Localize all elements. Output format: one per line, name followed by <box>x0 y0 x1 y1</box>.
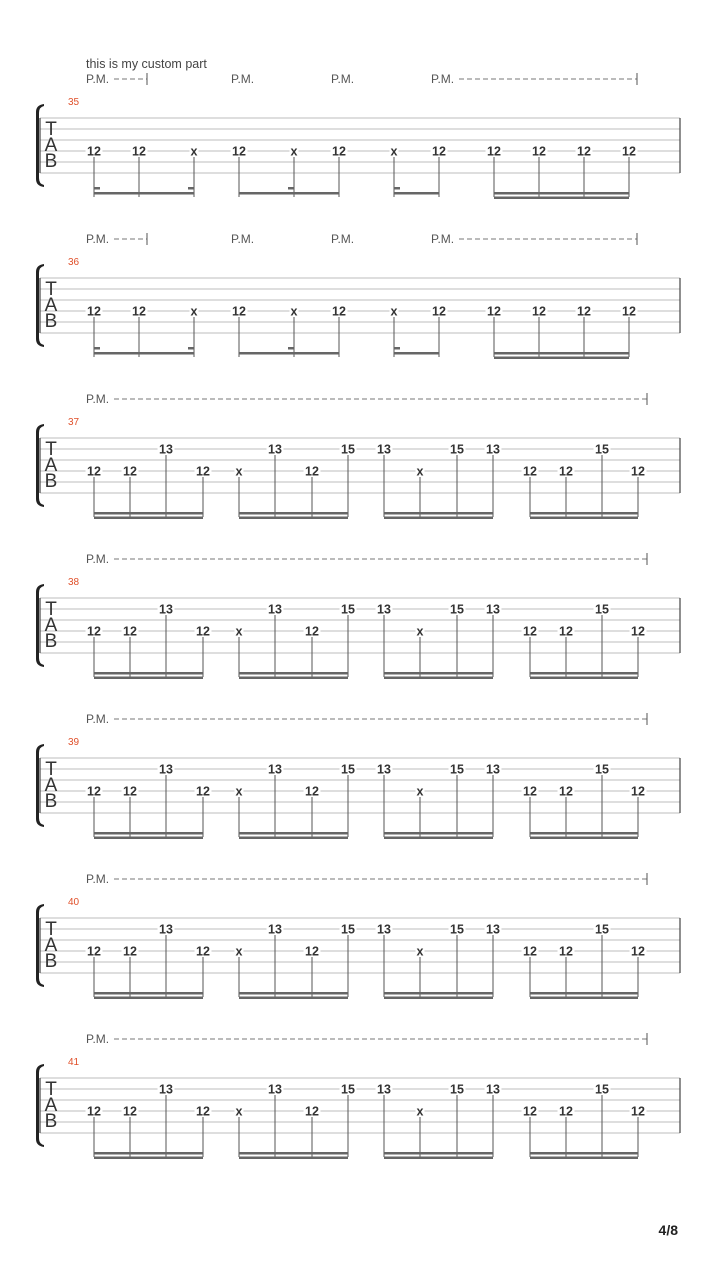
fret-number: 13 <box>377 1082 391 1097</box>
beam-secondary <box>94 517 203 520</box>
fret-number: 15 <box>595 442 609 457</box>
beam <box>239 832 348 835</box>
tab-letter: B <box>44 1111 58 1132</box>
fret-number: x <box>190 304 198 319</box>
beam-secondary <box>239 1157 348 1160</box>
fret-number: 15 <box>341 1082 355 1097</box>
fret-number: 15 <box>595 602 609 617</box>
fret-number: 12 <box>132 304 146 319</box>
fret-number: 13 <box>486 442 500 457</box>
fret-number: x <box>235 464 243 479</box>
beam <box>384 832 493 835</box>
measure-number: 35 <box>68 97 80 108</box>
palm-mute-label: P.M. <box>86 552 110 566</box>
beam-secondary <box>94 677 203 680</box>
tab-letter: T <box>45 759 57 780</box>
beam <box>94 352 194 355</box>
tab-letter: B <box>44 951 58 972</box>
beam <box>94 1152 203 1155</box>
beam <box>94 672 203 675</box>
fret-number: x <box>416 944 424 959</box>
palm-mute-label: P.M. <box>331 232 355 246</box>
fret-number: 12 <box>532 304 546 319</box>
tab-letter: T <box>45 119 57 140</box>
fret-number: x <box>235 624 243 639</box>
fret-number: 15 <box>595 922 609 937</box>
tab-systems <box>36 72 680 1159</box>
fret-number: 15 <box>341 922 355 937</box>
beam-partial <box>188 187 194 190</box>
fret-number: 12 <box>305 1104 319 1119</box>
beam <box>94 512 203 515</box>
beam-secondary <box>530 997 638 1000</box>
beam-secondary <box>384 517 493 520</box>
beam-partial <box>288 187 294 190</box>
fret-number: 12 <box>87 624 101 639</box>
fret-number: 12 <box>432 304 446 319</box>
fret-number: 13 <box>268 922 282 937</box>
fret-number: 12 <box>523 1104 537 1119</box>
fret-number: 15 <box>341 442 355 457</box>
beam <box>239 352 339 355</box>
fret-number: 12 <box>559 944 573 959</box>
fret-number: 12 <box>631 624 645 639</box>
palm-mute-label: P.M. <box>431 232 455 246</box>
tab-letter: B <box>44 311 58 332</box>
fret-number: 12 <box>631 944 645 959</box>
fret-number: x <box>416 1104 424 1119</box>
fret-number: 13 <box>159 762 173 777</box>
measure-number: 39 <box>68 737 80 748</box>
tab-system <box>36 712 680 839</box>
beam-secondary <box>530 677 638 680</box>
fret-number: 12 <box>532 144 546 159</box>
beam-secondary <box>94 997 203 1000</box>
tab-letter: B <box>44 151 58 172</box>
tab-system <box>36 552 680 679</box>
custom-text: this is my custom part <box>86 57 207 71</box>
beam <box>239 512 348 515</box>
measure-number: 37 <box>68 417 80 428</box>
fret-number: 13 <box>268 762 282 777</box>
fret-number: 15 <box>595 1082 609 1097</box>
beam <box>94 992 203 995</box>
fret-number: 12 <box>559 464 573 479</box>
beam-secondary <box>239 677 348 680</box>
tab-letter: T <box>45 279 57 300</box>
measure-number: 36 <box>68 257 80 268</box>
fret-number: 12 <box>232 304 246 319</box>
fret-number: 12 <box>523 464 537 479</box>
tab-letter: B <box>44 631 58 652</box>
fret-number: 12 <box>305 624 319 639</box>
page-number: 4/8 <box>658 1222 678 1238</box>
beam-secondary <box>94 1157 203 1160</box>
fret-number: 12 <box>523 944 537 959</box>
beam <box>384 992 493 995</box>
fret-number: 12 <box>87 464 101 479</box>
fret-number: 12 <box>132 144 146 159</box>
fret-number: 12 <box>577 304 591 319</box>
fret-number: x <box>190 144 198 159</box>
tab-letter: T <box>45 439 57 460</box>
tab-system <box>36 872 680 999</box>
fret-number: 12 <box>559 784 573 799</box>
beam-secondary <box>384 837 493 840</box>
beam-secondary <box>239 997 348 1000</box>
fret-number: 12 <box>87 784 101 799</box>
beam <box>384 512 493 515</box>
beam <box>384 1152 493 1155</box>
fret-number: 12 <box>577 144 591 159</box>
tab-letter: A <box>44 1095 58 1116</box>
beam-secondary <box>384 677 493 680</box>
beam-partial <box>394 347 400 350</box>
tab-letter: A <box>44 615 58 636</box>
measure-number: 40 <box>68 897 80 908</box>
fret-number: 12 <box>123 784 137 799</box>
tab-system <box>36 232 680 359</box>
fret-number: 12 <box>631 784 645 799</box>
beam <box>94 832 203 835</box>
fret-number: 12 <box>87 944 101 959</box>
beam <box>239 672 348 675</box>
fret-number: 12 <box>622 304 636 319</box>
fret-number: x <box>390 304 398 319</box>
beam <box>530 1152 638 1155</box>
fret-number: 12 <box>123 944 137 959</box>
beam-secondary <box>530 517 638 520</box>
fret-number: x <box>416 464 424 479</box>
tab-letter: B <box>44 471 58 492</box>
beam <box>530 992 638 995</box>
fret-number: 12 <box>87 1104 101 1119</box>
beam <box>530 672 638 675</box>
tab-letter: T <box>45 919 57 940</box>
palm-mute-label: P.M. <box>231 232 255 246</box>
beam-secondary <box>494 357 629 360</box>
palm-mute-label: P.M. <box>431 72 455 86</box>
tab-letter: A <box>44 455 58 476</box>
fret-number: 12 <box>523 784 537 799</box>
beam <box>530 512 638 515</box>
beam <box>239 192 339 195</box>
palm-mute-label: P.M. <box>86 392 110 406</box>
fret-number: 15 <box>450 762 464 777</box>
fret-number: x <box>290 304 298 319</box>
tab-system <box>36 72 680 199</box>
tab-system <box>36 392 680 519</box>
fret-number: 15 <box>450 922 464 937</box>
beam-partial <box>94 347 100 350</box>
tab-letter: T <box>45 599 57 620</box>
fret-number: 13 <box>377 602 391 617</box>
beam <box>494 192 629 195</box>
fret-number: 12 <box>232 144 246 159</box>
palm-mute-label: P.M. <box>86 712 110 726</box>
palm-mute-label: P.M. <box>331 72 355 86</box>
fret-number: 13 <box>159 442 173 457</box>
tab-letter: A <box>44 295 58 316</box>
beam-secondary <box>239 517 348 520</box>
beam <box>94 192 194 195</box>
fret-number: 12 <box>87 304 101 319</box>
beam-secondary <box>530 1157 638 1160</box>
palm-mute-label: P.M. <box>86 72 110 86</box>
fret-number: 12 <box>123 624 137 639</box>
fret-number: 12 <box>487 144 501 159</box>
tab-letter: A <box>44 135 58 156</box>
fret-number: x <box>235 784 243 799</box>
beam-secondary <box>494 197 629 200</box>
fret-number: 12 <box>123 1104 137 1119</box>
tab-system <box>36 1032 680 1159</box>
beam <box>394 192 439 195</box>
fret-number: 15 <box>341 762 355 777</box>
fret-number: 13 <box>268 1082 282 1097</box>
beam <box>239 992 348 995</box>
palm-mute-label: P.M. <box>86 872 110 886</box>
beam-partial <box>188 347 194 350</box>
fret-number: 13 <box>159 1082 173 1097</box>
measure-number: 38 <box>68 577 80 588</box>
fret-number: 12 <box>631 1104 645 1119</box>
tab-letter: A <box>44 775 58 796</box>
beam <box>239 1152 348 1155</box>
fret-number: 13 <box>486 922 500 937</box>
beam-secondary <box>530 837 638 840</box>
beam-secondary <box>94 837 203 840</box>
fret-number: 13 <box>486 602 500 617</box>
fret-number: 12 <box>87 144 101 159</box>
fret-number: 12 <box>332 144 346 159</box>
fret-number: 12 <box>196 1104 210 1119</box>
fret-number: 12 <box>487 304 501 319</box>
fret-number: 12 <box>559 1104 573 1119</box>
fret-number: x <box>416 624 424 639</box>
fret-number: 12 <box>559 624 573 639</box>
beam-secondary <box>239 837 348 840</box>
fret-number: 12 <box>196 464 210 479</box>
fret-number: x <box>235 944 243 959</box>
fret-number: x <box>290 144 298 159</box>
fret-number: 12 <box>305 784 319 799</box>
fret-number: 12 <box>432 144 446 159</box>
beam-secondary <box>384 997 493 1000</box>
fret-number: 12 <box>332 304 346 319</box>
fret-number: x <box>416 784 424 799</box>
tab-letter: B <box>44 791 58 812</box>
beam-partial <box>394 187 400 190</box>
fret-number: 12 <box>305 944 319 959</box>
fret-number: 12 <box>523 624 537 639</box>
fret-number: 15 <box>341 602 355 617</box>
tab-letter: T <box>45 1079 57 1100</box>
fret-number: 12 <box>196 624 210 639</box>
fret-number: 13 <box>159 602 173 617</box>
measure-number: 41 <box>68 1057 80 1068</box>
tab-letter: A <box>44 935 58 956</box>
beam <box>530 832 638 835</box>
fret-number: 13 <box>268 602 282 617</box>
fret-number: 15 <box>450 602 464 617</box>
fret-number: 13 <box>268 442 282 457</box>
fret-number: 13 <box>159 922 173 937</box>
fret-number: 13 <box>377 442 391 457</box>
fret-number: 15 <box>595 762 609 777</box>
fret-number: 15 <box>450 1082 464 1097</box>
palm-mute-label: P.M. <box>86 1032 110 1046</box>
fret-number: 12 <box>123 464 137 479</box>
beam <box>394 352 439 355</box>
palm-mute-label: P.M. <box>86 232 110 246</box>
fret-number: 13 <box>377 762 391 777</box>
fret-number: 12 <box>622 144 636 159</box>
fret-number: 12 <box>305 464 319 479</box>
fret-number: 12 <box>196 944 210 959</box>
fret-number: 12 <box>631 464 645 479</box>
fret-number: 13 <box>486 762 500 777</box>
palm-mute-label: P.M. <box>231 72 255 86</box>
fret-number: 13 <box>377 922 391 937</box>
fret-number: 13 <box>486 1082 500 1097</box>
beam <box>494 352 629 355</box>
fret-number: 15 <box>450 442 464 457</box>
beam-secondary <box>384 1157 493 1160</box>
fret-number: x <box>390 144 398 159</box>
beam <box>384 672 493 675</box>
beam-partial <box>94 187 100 190</box>
fret-number: x <box>235 1104 243 1119</box>
beam-partial <box>288 347 294 350</box>
fret-number: 12 <box>196 784 210 799</box>
